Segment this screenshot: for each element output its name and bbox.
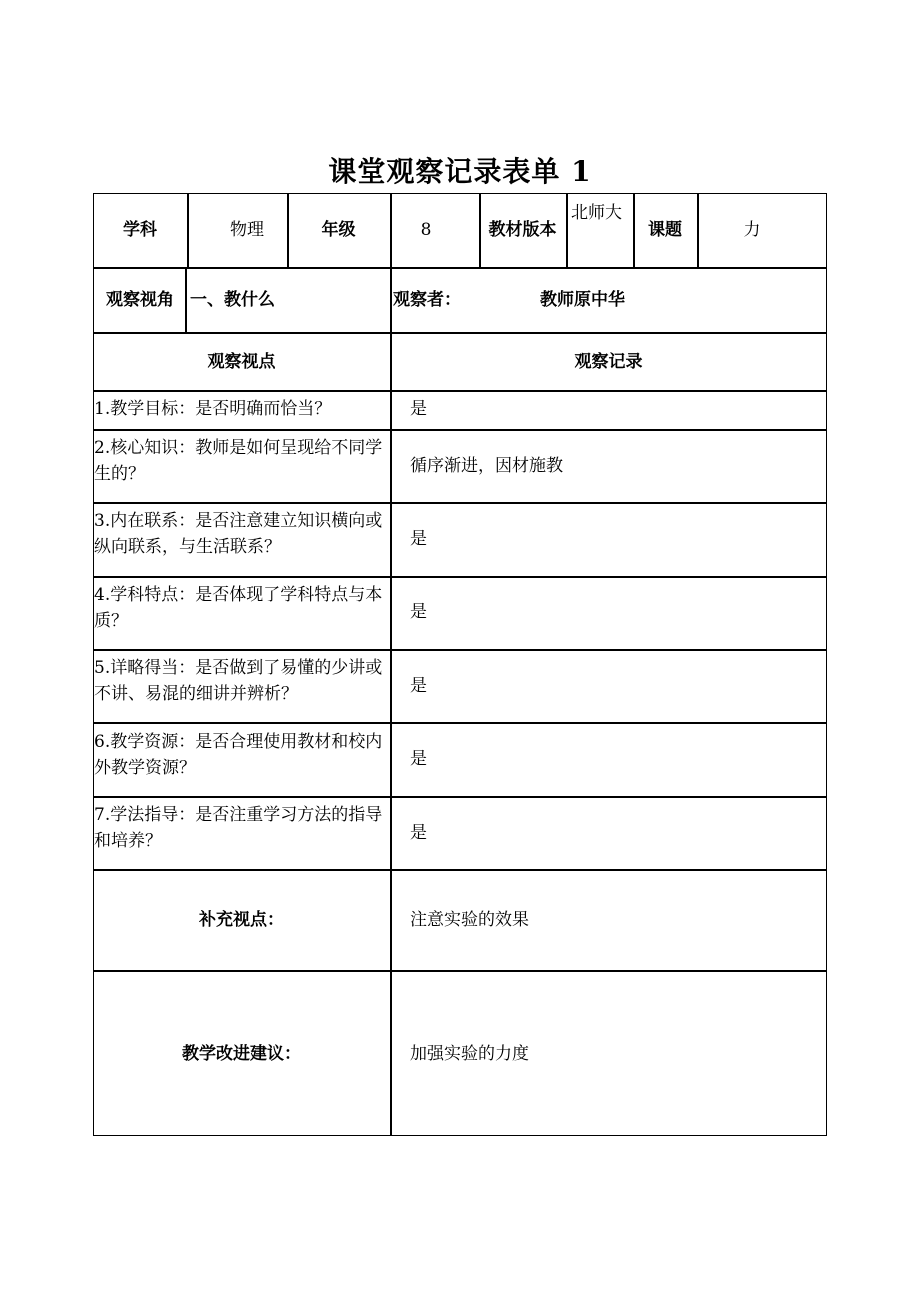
- question-5: 5.详略得当：是否做到了易懂的少讲或不讲、易混的细讲并辨析？: [94, 658, 383, 704]
- row-divider: [93, 332, 827, 334]
- topic-label: 课题: [648, 220, 682, 240]
- row-divider: [93, 267, 827, 269]
- record-1: 是: [410, 399, 427, 419]
- supplement-value: 注意实验的效果: [410, 910, 529, 930]
- subject-label: 学科: [123, 220, 157, 240]
- row-divider: [93, 796, 827, 798]
- topic-value: 力: [743, 220, 761, 240]
- question-4: 4.学科特点：是否体现了学科特点与本质？: [94, 585, 383, 631]
- record-4: 是: [410, 602, 427, 622]
- grade-value: 8: [420, 220, 432, 240]
- subject-value: 物理: [230, 220, 264, 240]
- row-divider: [93, 722, 827, 724]
- row-divider: [93, 649, 827, 651]
- supplement-label: 补充视点：: [199, 910, 284, 930]
- question-3: 3.内在联系：是否注意建立知识横向或纵向联系，与生活联系？: [94, 511, 383, 557]
- row-divider: [93, 576, 827, 578]
- row-divider: [93, 390, 827, 392]
- question-2: 2.核心知识：教师是如何呈现给不同学生的？: [94, 438, 383, 484]
- record-6: 是: [410, 749, 427, 769]
- row-divider: [93, 429, 827, 431]
- perspective-label: 观察视角: [106, 290, 174, 310]
- record-7: 是: [410, 823, 427, 843]
- record-3: 是: [410, 529, 427, 549]
- observer-value: 教师原中华: [540, 290, 625, 310]
- suggestion-value: 加强实验的力度: [410, 1044, 529, 1064]
- page-title: 课堂观察记录表单 1: [328, 155, 592, 188]
- question-6: 6.教学资源：是否合理使用教材和校内外教学资源？: [94, 732, 383, 778]
- record-2: 循序渐进，因材施教: [410, 456, 563, 476]
- question-7: 7.学法指导：是否注重学习方法的指导和培养？: [94, 805, 383, 851]
- suggestion-label: 教学改进建议：: [182, 1044, 301, 1064]
- edition-label: 教材版本: [488, 220, 557, 240]
- col-divider: [566, 193, 568, 268]
- point-header: 观察视点: [207, 352, 276, 372]
- perspective-value: 一、教什么: [190, 290, 275, 310]
- observer-label: 观察者：: [393, 290, 461, 310]
- record-header: 观察记录: [574, 352, 643, 372]
- record-5: 是: [410, 676, 427, 696]
- col-divider: [390, 267, 392, 1136]
- row-divider: [93, 970, 827, 972]
- row-divider: [93, 869, 827, 871]
- question-1: 1.教学目标：是否明确而恰当？: [94, 399, 332, 419]
- edition-value: 北师大: [571, 203, 622, 223]
- row-divider: [93, 502, 827, 504]
- grade-label: 年级: [321, 220, 356, 240]
